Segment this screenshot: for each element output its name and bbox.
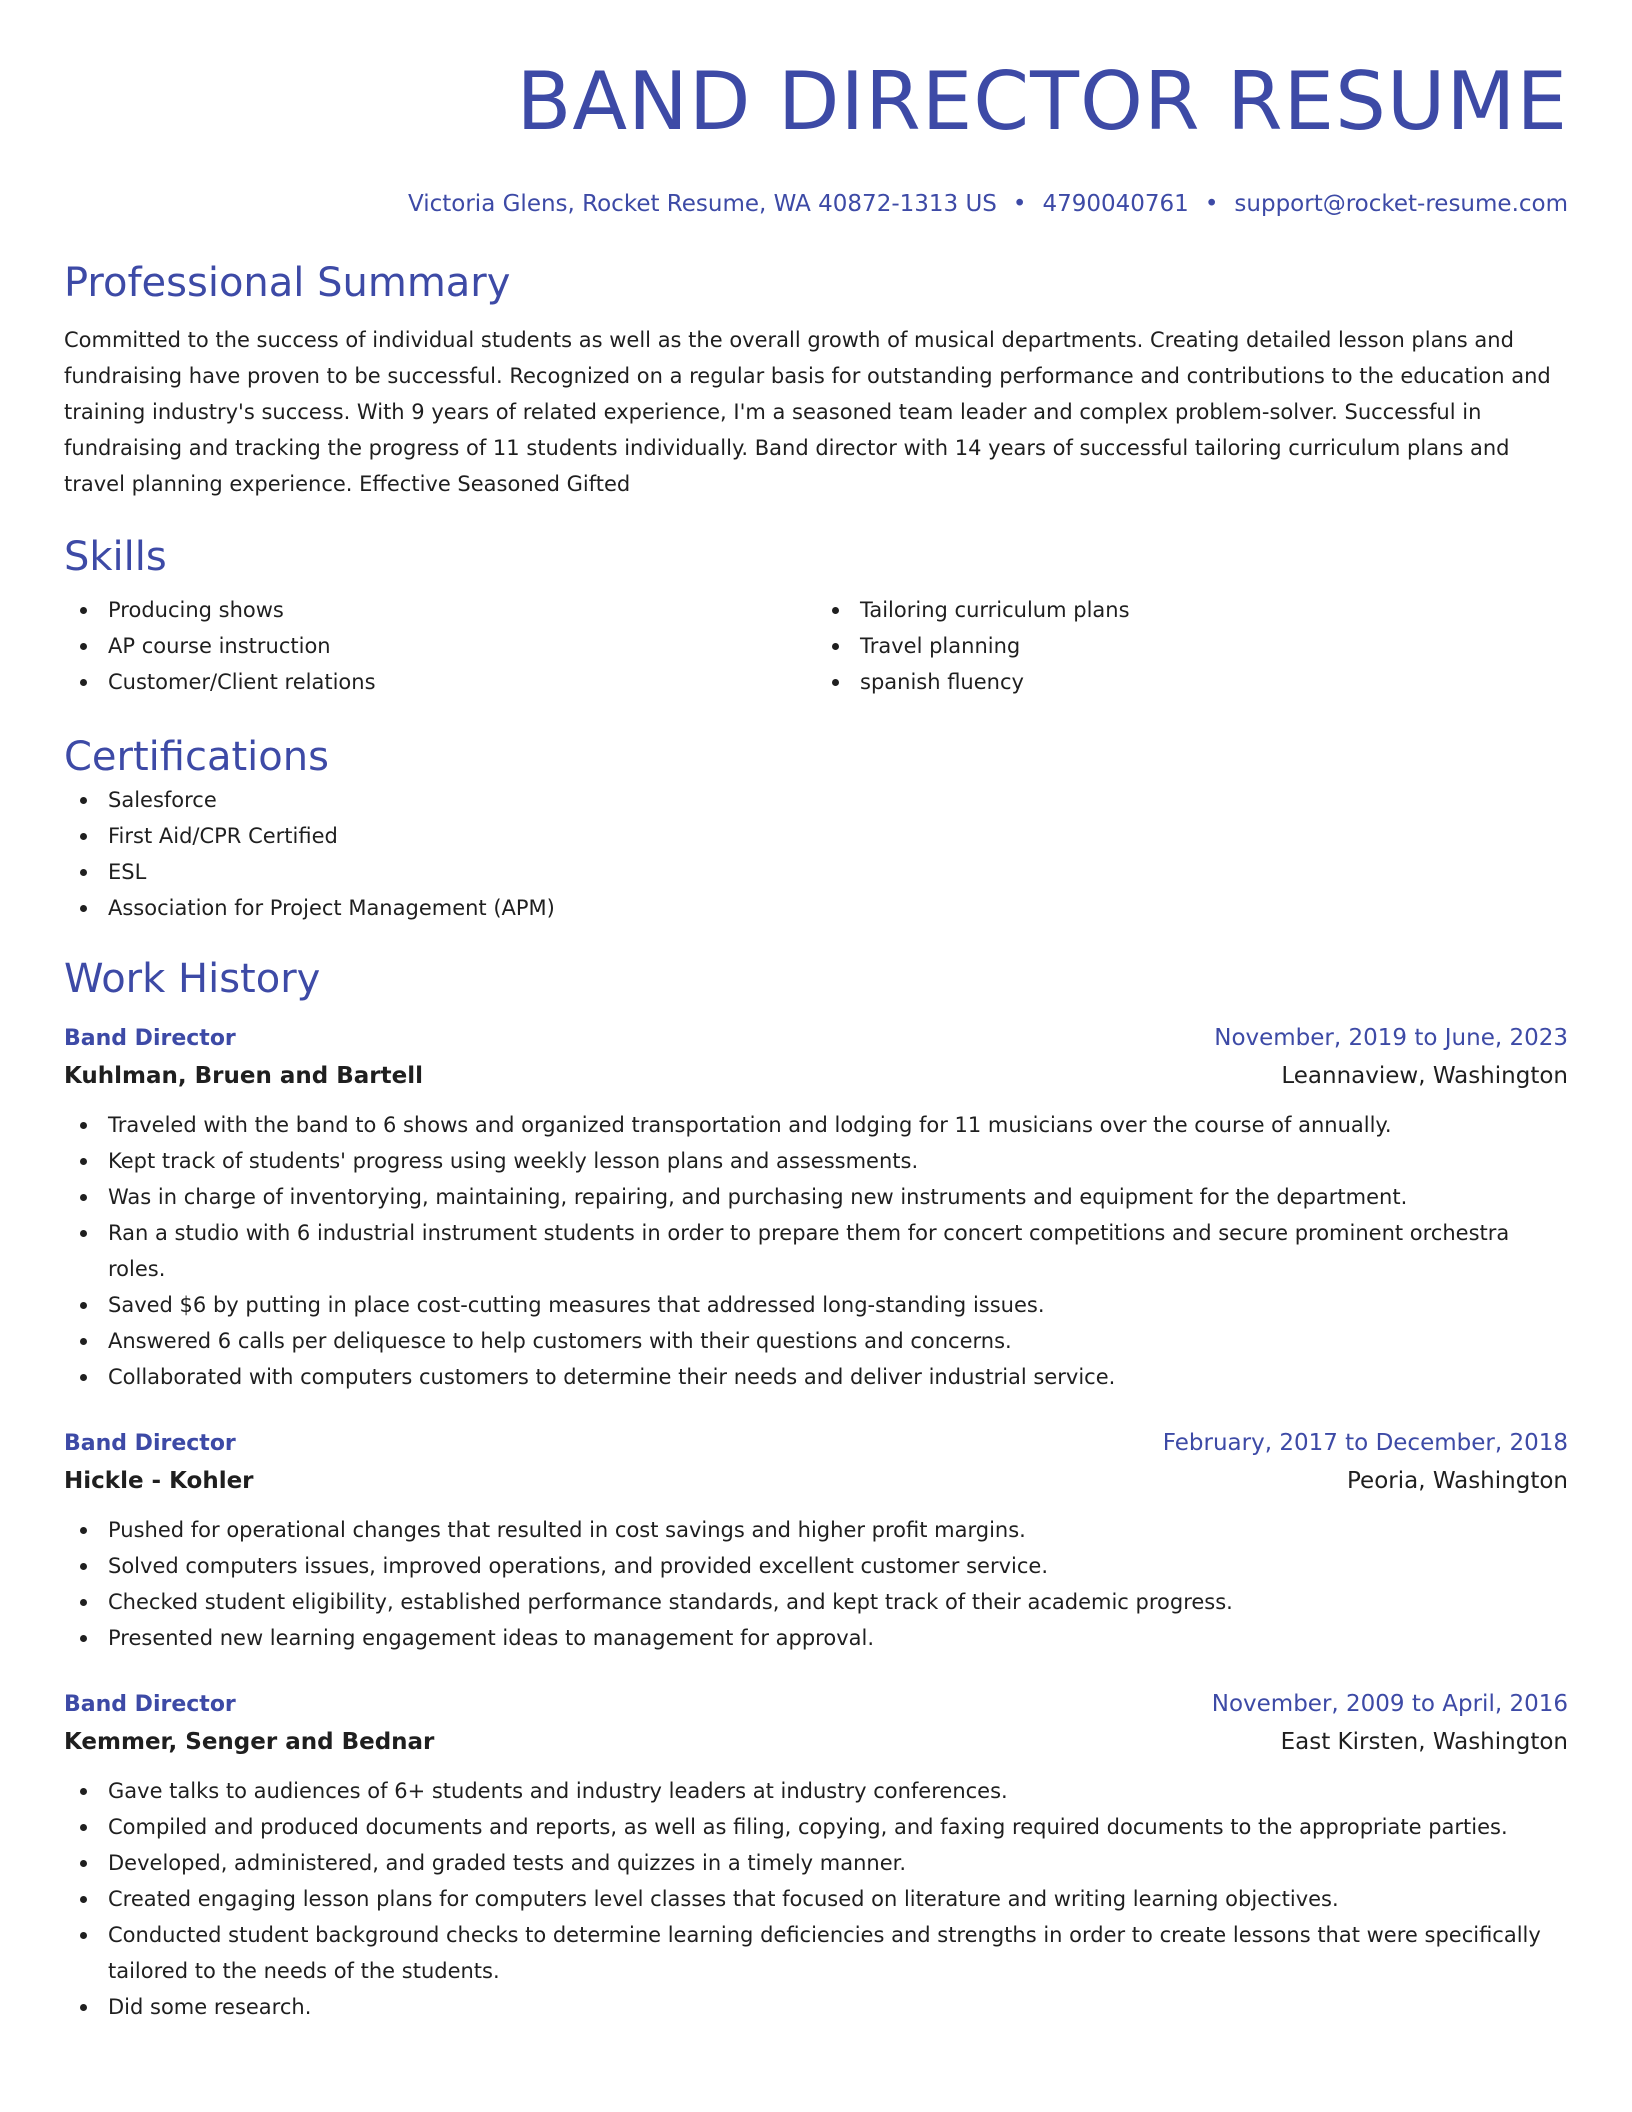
job-company: Kemmer, Senger and Bednar bbox=[64, 1729, 435, 1755]
job-location: Peoria, Washington bbox=[1347, 1468, 1568, 1494]
job-duty: Checked student eligibility, established performance standards, and kept track of their academic progress. bbox=[64, 1584, 1568, 1620]
job-title: Band Director bbox=[64, 1431, 236, 1456]
job-dates: November, 2009 to April, 2016 bbox=[1211, 1691, 1568, 1717]
job-duty: Gave talks to audiences of 6+ students and industry leaders at industry conferences. bbox=[64, 1773, 1568, 1809]
contact-address: Victoria Glens, Rocket Resume, WA 40872-1313 US bbox=[408, 191, 997, 217]
certifications-heading: Certifications bbox=[64, 734, 329, 780]
skill-item: Tailoring curriculum plans bbox=[816, 592, 1568, 628]
certification-item: First Aid/CPR Certified bbox=[64, 818, 1568, 854]
job-duty: Answered 6 calls per deliquesce to help customers with their questions and concerns. bbox=[64, 1323, 1568, 1359]
job-duty: Pushed for operational changes that resulted in cost savings and higher profit margins. bbox=[64, 1512, 1568, 1548]
job-dates: February, 2017 to December, 2018 bbox=[1162, 1430, 1568, 1456]
job-employer-row bbox=[64, 1723, 1568, 1761]
job-duty: Kept track of students' progress using weekly lesson plans and assessments. bbox=[64, 1143, 1568, 1179]
job-duty: Traveled with the band to 6 shows and organized transportation and lodging for 11 musicians over the course of annually. bbox=[64, 1107, 1568, 1143]
job-location: East Kirsten, Washington bbox=[1280, 1729, 1568, 1755]
contact-line bbox=[64, 188, 1568, 220]
contact-separator: • bbox=[1012, 191, 1027, 217]
job-title: Band Director bbox=[64, 1692, 236, 1717]
certification-item: Salesforce bbox=[64, 782, 1568, 818]
skill-item: Customer/Client relations bbox=[64, 664, 816, 700]
resume-title: BAND DIRECTOR RESUME bbox=[516, 55, 1568, 148]
certification-item: Association for Project Management (APM) bbox=[64, 890, 1568, 926]
contact-phone: 4790040761 bbox=[1042, 191, 1189, 217]
contact-email: support@rocket-resume.com bbox=[1234, 191, 1568, 217]
job-duty: Ran a studio with 6 industrial instrument students in order to prepare them for concert competitions and secure prominent orchestra roles. bbox=[64, 1215, 1568, 1287]
job-duty: Saved $6 by putting in place cost-cutting measures that addressed long-standing issues. bbox=[64, 1287, 1568, 1323]
certifications-list bbox=[64, 782, 1568, 926]
skill-item: AP course instruction bbox=[64, 628, 816, 664]
job-company: Kuhlman, Bruen and Bartell bbox=[64, 1063, 424, 1089]
job-header-row bbox=[64, 1425, 1568, 1462]
job-entry bbox=[64, 1686, 1568, 2025]
job-location: Leannaview, Washington bbox=[1281, 1063, 1568, 1089]
summary-heading: Professional Summary bbox=[64, 260, 511, 306]
job-header-row bbox=[64, 1686, 1568, 1723]
skills-heading: Skills bbox=[64, 534, 167, 580]
job-entry bbox=[64, 1020, 1568, 1395]
job-duty: Did some research. bbox=[64, 1989, 1568, 2025]
job-dates: November, 2019 to June, 2023 bbox=[1214, 1025, 1568, 1051]
certification-item: ESL bbox=[64, 854, 1568, 890]
skills-column-left bbox=[64, 592, 816, 700]
job-title: Band Director bbox=[64, 1026, 236, 1051]
job-employer-row bbox=[64, 1462, 1568, 1500]
job-company: Hickle - Kohler bbox=[64, 1468, 254, 1494]
resume-header bbox=[64, 56, 1568, 220]
skills-list bbox=[64, 592, 1568, 700]
work-history-heading: Work History bbox=[64, 956, 321, 1002]
job-duty: Compiled and produced documents and reports, as well as filing, copying, and faxing required documents to the appropriate parties. bbox=[64, 1809, 1568, 1845]
job-duty: Developed, administered, and graded tests and quizzes in a timely manner. bbox=[64, 1845, 1568, 1881]
contact-separator: • bbox=[1204, 191, 1219, 217]
job-duties bbox=[64, 1512, 1568, 1656]
job-entry bbox=[64, 1425, 1568, 1656]
skill-item: spanish fluency bbox=[816, 664, 1568, 700]
job-duties bbox=[64, 1773, 1568, 2025]
summary-text: Committed to the success of individual students as well as the overall growth of musical departments. Creating detailed lesson plans and fundraising have proven to be successful. Recognized on a regular basis for outstanding performance and contributions to the education and training industry's success. With 9 years of related experience, I'm a seasoned team leader and complex problem-solver. Successful in fundraising and tracking the progress of 11 students individually. Band director with 14 years of successful tailoring curriculum plans and travel planning experience. Effective Seasoned Gifted bbox=[64, 328, 1551, 496]
job-duty: Created engaging lesson plans for computers level classes that focused on literature and writing learning objectives. bbox=[64, 1881, 1568, 1917]
job-duty: Solved computers issues, improved operations, and provided excellent customer service. bbox=[64, 1548, 1568, 1584]
job-employer-row bbox=[64, 1057, 1568, 1095]
job-duty: Was in charge of inventorying, maintaining, repairing, and purchasing new instruments and equipment for the department. bbox=[64, 1179, 1568, 1215]
job-duty: Conducted student background checks to determine learning deficiencies and strengths in order to create lessons that were specifically tailored to the needs of the students. bbox=[64, 1917, 1568, 1989]
job-duty: Presented new learning engagement ideas to management for approval. bbox=[64, 1620, 1568, 1656]
job-duties bbox=[64, 1107, 1568, 1395]
job-duty: Collaborated with computers customers to determine their needs and deliver industrial service. bbox=[64, 1359, 1568, 1395]
job-header-row bbox=[64, 1020, 1568, 1057]
skill-item: Producing shows bbox=[64, 592, 816, 628]
skill-item: Travel planning bbox=[816, 628, 1568, 664]
skills-column-right bbox=[816, 592, 1568, 700]
